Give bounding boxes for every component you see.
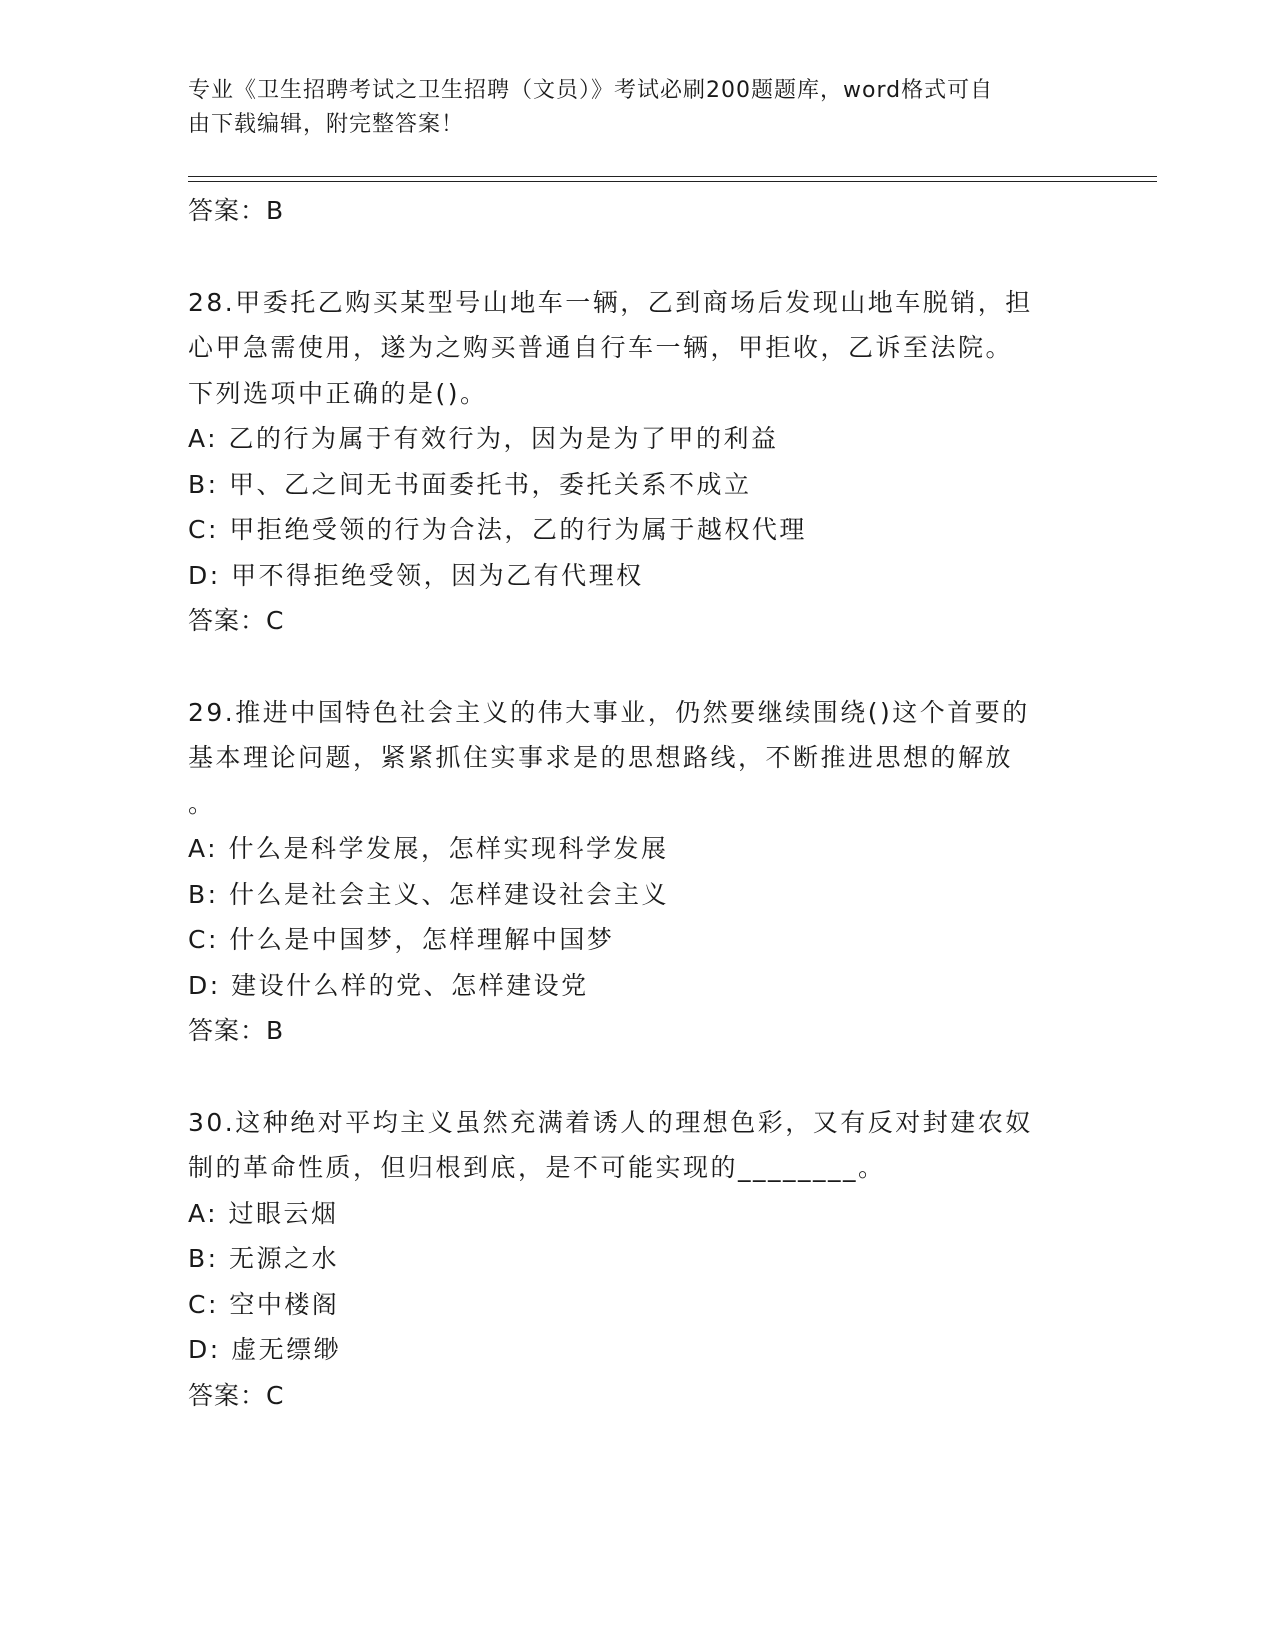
- question-stem: 心甲急需使用，遂为之购买普通自行车一辆，甲拒收，乙诉至法院。: [188, 333, 1014, 362]
- question-stem: 基本理论问题，紧紧抓住实事求是的思想路线，不断推进思想的解放: [188, 743, 1014, 772]
- question-29: [188, 690, 1088, 1054]
- page-header: [188, 74, 1068, 142]
- question-stem: 下列选项中正确的是()。: [188, 378, 488, 408]
- question-stem: 制的革命性质，但归根到底，是不可能实现的________。: [188, 1153, 886, 1182]
- header-line: 专业《卫生招聘考试之卫生招聘（文员）》考试必刷200题题库，word格式可自: [188, 78, 994, 103]
- option-c: C: 甲拒绝受领的行为合法，乙的行为属于越权代理: [188, 515, 807, 544]
- option-c: C: 什么是中国梦，怎样理解中国梦: [188, 925, 615, 954]
- answer-line: 答案：C: [188, 1380, 285, 1410]
- option-b: B: 无源之水: [188, 1244, 340, 1273]
- answer-line: 答案：B: [188, 196, 285, 225]
- question-28: [188, 280, 1088, 644]
- answer-line: 答案：B: [188, 1016, 285, 1045]
- question-stem: 。: [188, 788, 216, 818]
- option-a: A: 什么是科学发展，怎样实现科学发展: [188, 834, 669, 863]
- option-c: C: 空中楼阁: [188, 1289, 340, 1319]
- spacer: [188, 1054, 1088, 1100]
- header-divider: [188, 181, 1157, 182]
- header-line: 由下载编辑，附完整答案！: [188, 112, 465, 137]
- question-list: [188, 188, 1088, 1418]
- option-b: B: 什么是社会主义、怎样建设社会主义: [188, 879, 670, 909]
- question-30: [188, 1100, 1088, 1419]
- option-d: D: 虚无缥缈: [188, 1335, 342, 1364]
- option-b: B: 甲、乙之间无书面委托书，委托关系不成立: [188, 469, 752, 499]
- question-stem: 30.这种绝对平均主义虽然充满着诱人的理想色彩，又有反对封建农奴: [188, 1107, 1033, 1137]
- header-divider: [188, 176, 1157, 177]
- spacer: [188, 234, 1088, 280]
- question-stem: 28.甲委托乙购买某型号山地车一辆，乙到商场后发现山地车脱销，担: [188, 287, 1033, 317]
- question-stem: 29.推进中国特色社会主义的伟大事业，仍然要继续围绕()这个首要的: [188, 697, 1030, 727]
- spacer: [188, 644, 1088, 690]
- option-d: D: 甲不得拒绝受领，因为乙有代理权: [188, 560, 644, 590]
- option-d: D: 建设什么样的党、怎样建设党: [188, 970, 589, 1000]
- option-a: A: 乙的行为属于有效行为，因为是为了甲的利益: [188, 424, 779, 453]
- option-a: A: 过眼云烟: [188, 1198, 339, 1228]
- answer-line: 答案：C: [188, 606, 285, 635]
